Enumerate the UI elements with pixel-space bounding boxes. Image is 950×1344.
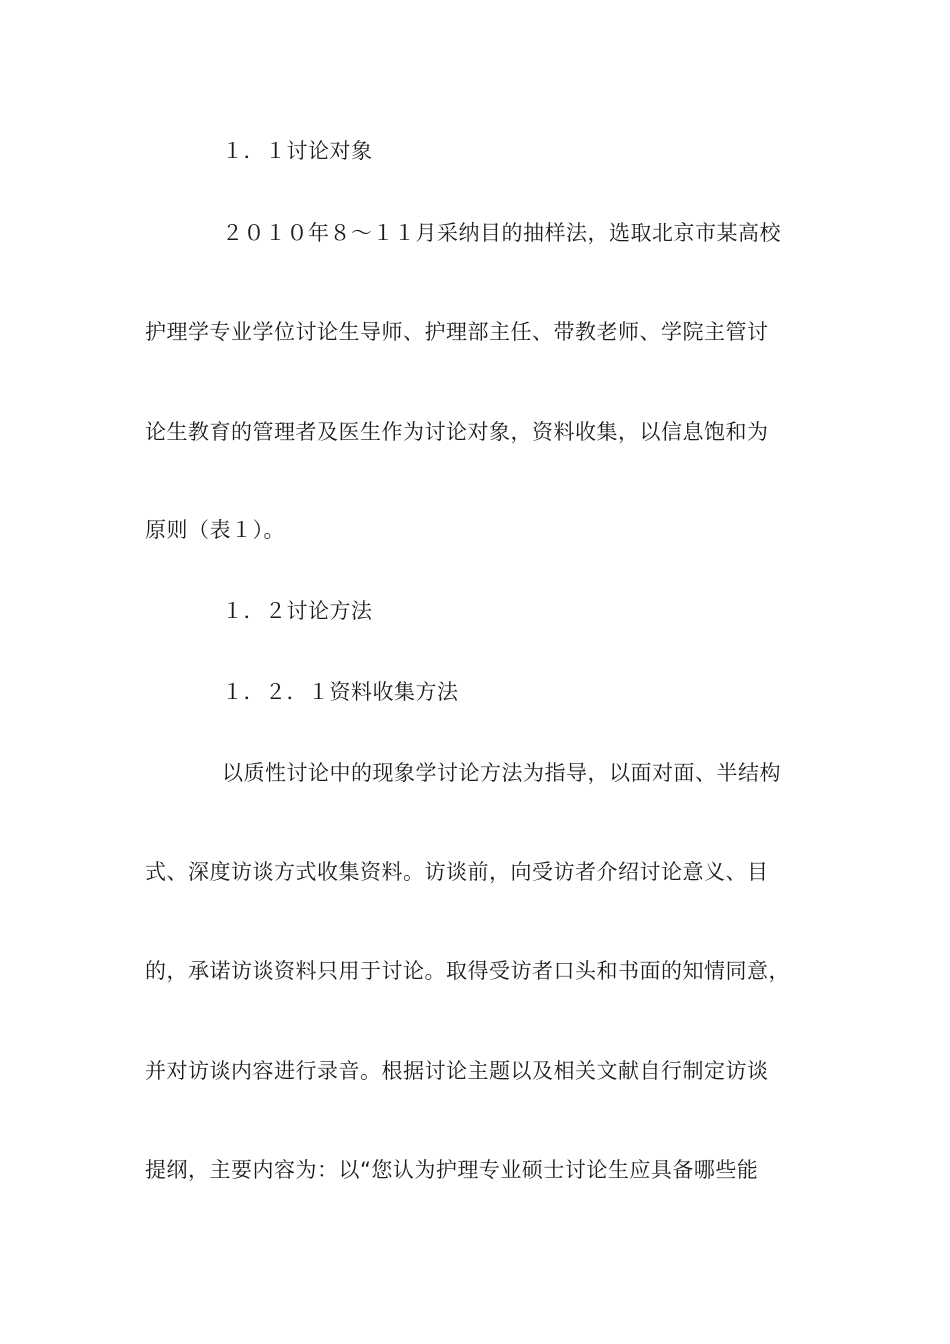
section-heading-1-2: １．２讨论方法 — [222, 599, 373, 623]
paragraph-line: 的，承诺访谈资料只用于讨论。取得受访者口头和书面的知情同意， — [145, 959, 790, 983]
paragraph-line: ２０１０年８～１１月采纳目的抽样法，选取北京市某高校 — [222, 221, 781, 245]
paragraph-line: 并对访谈内容进行录音。根据讨论主题以及相关文献自行制定访谈 — [145, 1059, 769, 1083]
paragraph-line: 式、深度访谈方式收集资料。访谈前，向受访者介绍讨论意义、目 — [145, 860, 769, 884]
section-heading-1-2-1: １．２．１资料收集方法 — [222, 680, 459, 704]
paragraph-line: 以质性讨论中的现象学讨论方法为指导，以面对面、半结构 — [222, 761, 781, 785]
section-heading-1-1: １．１讨论对象 — [222, 139, 373, 163]
paragraph-line: 提纲，主要内容为：以“您认为护理专业硕士讨论生应具备哪些能 — [145, 1158, 759, 1182]
paragraph-line: 原则（表１）。 — [145, 518, 285, 542]
paragraph-line: 论生教育的管理者及医生作为讨论对象，资料收集，以信息饱和为 — [145, 420, 769, 444]
paragraph-line: 护理学专业学位讨论生导师、护理部主任、带教老师、学院主管讨 — [145, 320, 769, 344]
